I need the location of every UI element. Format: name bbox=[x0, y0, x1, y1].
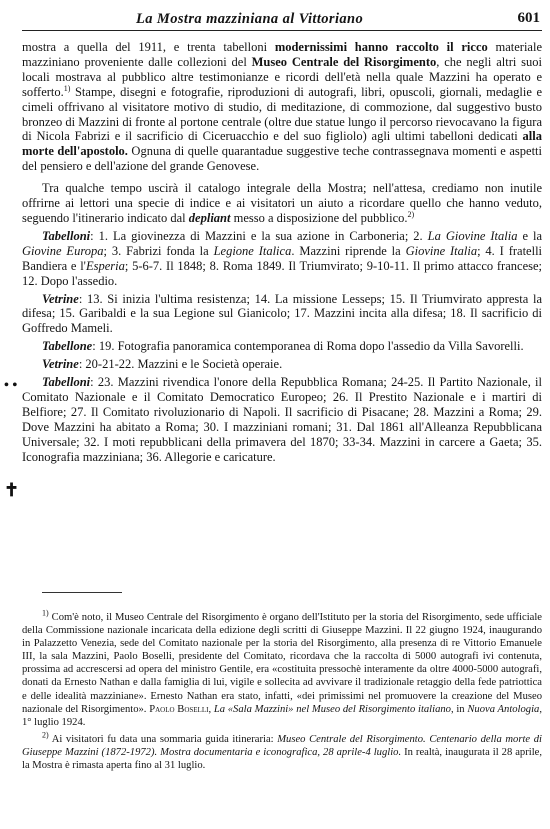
paragraph-catalog: Tra qualche tempo uscirà il catalogo integrale della Mostra; nell'attesa, crediamo non inutile offrirne ai lettori una specie di indice e ai visitatori un aiuto a ricordare quello che hanno veduto, seguendo l'itinerario indicato dal depliant messo a disposizione del pubblico.$^{2)}$ bbox=[22, 181, 542, 225]
paragraph-intro: mostra a quella del 1911, e trenta tabelloni modernissimi hanno raccolto il ricco materiale mazziniano proveniente dalle collezioni del Museo Centrale del Risorgimento, che negli altri suoi locali mostrava al pubblico altre testimonianze e ricordi dell'età nella quale Mazzini ha operato e sofferto.$^{1)}$ Stampe, disegni e fotografie, riproduzioni di autografi, libri, opuscoli, giornali, medaglie e cimeli offrivano al visitatore motivo di studio, di meditazione, di commozione, dal suggestivo busto bronzeo di Mazzini di fronte al portone centrale (oltre due statue lungo il percorso rievocavano la figura di Nicola Fabrizi e il sacrificio di Ciceruacchio e del suo figliolo) agli ultimi tabelloni dedicati alla morte dell'apostolo. Ognuna di quelle quarantadue suggestive teche contrassegnava momenti e aspetti del pensiero e dell'azione del grande Genovese. bbox=[22, 40, 542, 174]
main-text bbox=[22, 40, 542, 464]
page-header bbox=[22, 6, 542, 31]
entry-vetrine-1: Vetrine: 13. Si inizia l'ultima resistenza; 14. La missione Lesseps; 15. Il Triumvirato appresta la difesa; 15. Garibaldi e la sua Legione sul Gianicolo; 17. Mazzini incita alla difesa; 18. Il sacrificio di Goffredo Mameli. bbox=[22, 291, 542, 336]
page-number: 601 bbox=[517, 10, 540, 26]
footnote-ref-2: 2) bbox=[407, 209, 415, 219]
entry-tabelloni-2: Tabelloni: 23. Mazzini rivendica l'onore della Repubblica Romana; 24-25. Il Partito Nazionale, il Comitato Nazionale e il Comitato Democratico Europeo; 26. Il Prestito Nazionale e i martiri di Belfiore; 27. Il Comitato rivoluzionario di Napoli. Il sacrificio di Pisacane; 28. Mazzini a Roma; 29. Dove Mazzini ha abitato a Roma; 30. I mazziniani romani; 31. Dal 1861 all'Alleanza Repubblicana Universale; 32. I moti repubblicani della primavera del 1870; 33-34. Mazzini in carcere a Gaeta; 35. Iconografia mazziniana; 36. Allegorie e caricature. bbox=[22, 375, 542, 464]
entry-tabellone: Tabellone: 19. Fotografia panoramica contemporanea di Roma dopo l'assedio da Villa Savorelli. bbox=[42, 339, 524, 354]
footnote-ref-1: 1) bbox=[63, 83, 71, 93]
entry-vetrine-2: Vetrine: 20-21-22. Mazzini e le Società operaie. bbox=[42, 357, 283, 372]
footnotes bbox=[22, 608, 542, 772]
footnote-2: $^{2)}$ Ai visitatori fu data una sommaria guida itineraria: Museo Centrale del Risorgimento. Centenario della morte di Giuseppe Mazzini (1872-1972). Mostra documentaria e iconografica, 28 aprile-4 luglio. In realtà, inaugurata il 28 aprile, la Mostra è rimasta aperta fino al 31 luglio. bbox=[22, 730, 542, 772]
entry-tabelloni-1: Tabelloni: 1. La giovinezza di Mazzini e la sua azione in Carboneria; 2. La Giovine Italia e la Giovine Europa; 3. Fabrizi fonda la Legione Italica. Mazzini riprende la Giovine Italia; 4. I fratelli Bandiera e l'Esperia; 5-6-7. Il 1848; 8. Roma 1849. Il Triumvirato; 9-10-11. Il primo attacco francese; 12. Dopo l'assedio. bbox=[22, 228, 543, 288]
margin-cross-mark: ✝ bbox=[4, 480, 20, 500]
footnote-1: $^{1)}$ Com'è noto, il Museo Centrale del Risorgimento è organo dell'Istituto per la storia del Risorgimento, sede ufficiale della Commissione nazionale incaricata della edizione degli scritti di Giuseppe Mazzini. Il 22 giugno 1924, inaugurando in Palazzetto Venezia, sede del Comitato nazionale per la storia del Risorgimento, alla presenza di re Vittorio Emanuele III, la sala Mazzini, Paolo Boselli, presidente del Comitato, ricordava che la raccolta di 5000 autografi ivi contenuta, prossima ad accrescersi ad opera del ministro Gentile, era «costituita pressochè interamente da oltre 4000-5000 autografi, donati da Ernesto Nathan e dalla famiglia di lui, vigile e sollecita ad avvivare il tradizionale retaggio della fede patriottica e delle idealità mazziniane». Ernesto Nathan era stato, infatti, «dei primissimi nel promuovere la creazione del Museo nazionale del Risorgimento». Paolo Boselli, La «Sala Mazzini» nel Museo del Risorgimento italiano, in Nuova Antologia, 1° luglio 1924. bbox=[22, 608, 542, 728]
margin-dots-mark: • • bbox=[4, 378, 18, 393]
footnote-rule bbox=[42, 592, 122, 593]
running-title: La Mostra mazziniana al Vittoriano bbox=[136, 11, 364, 27]
